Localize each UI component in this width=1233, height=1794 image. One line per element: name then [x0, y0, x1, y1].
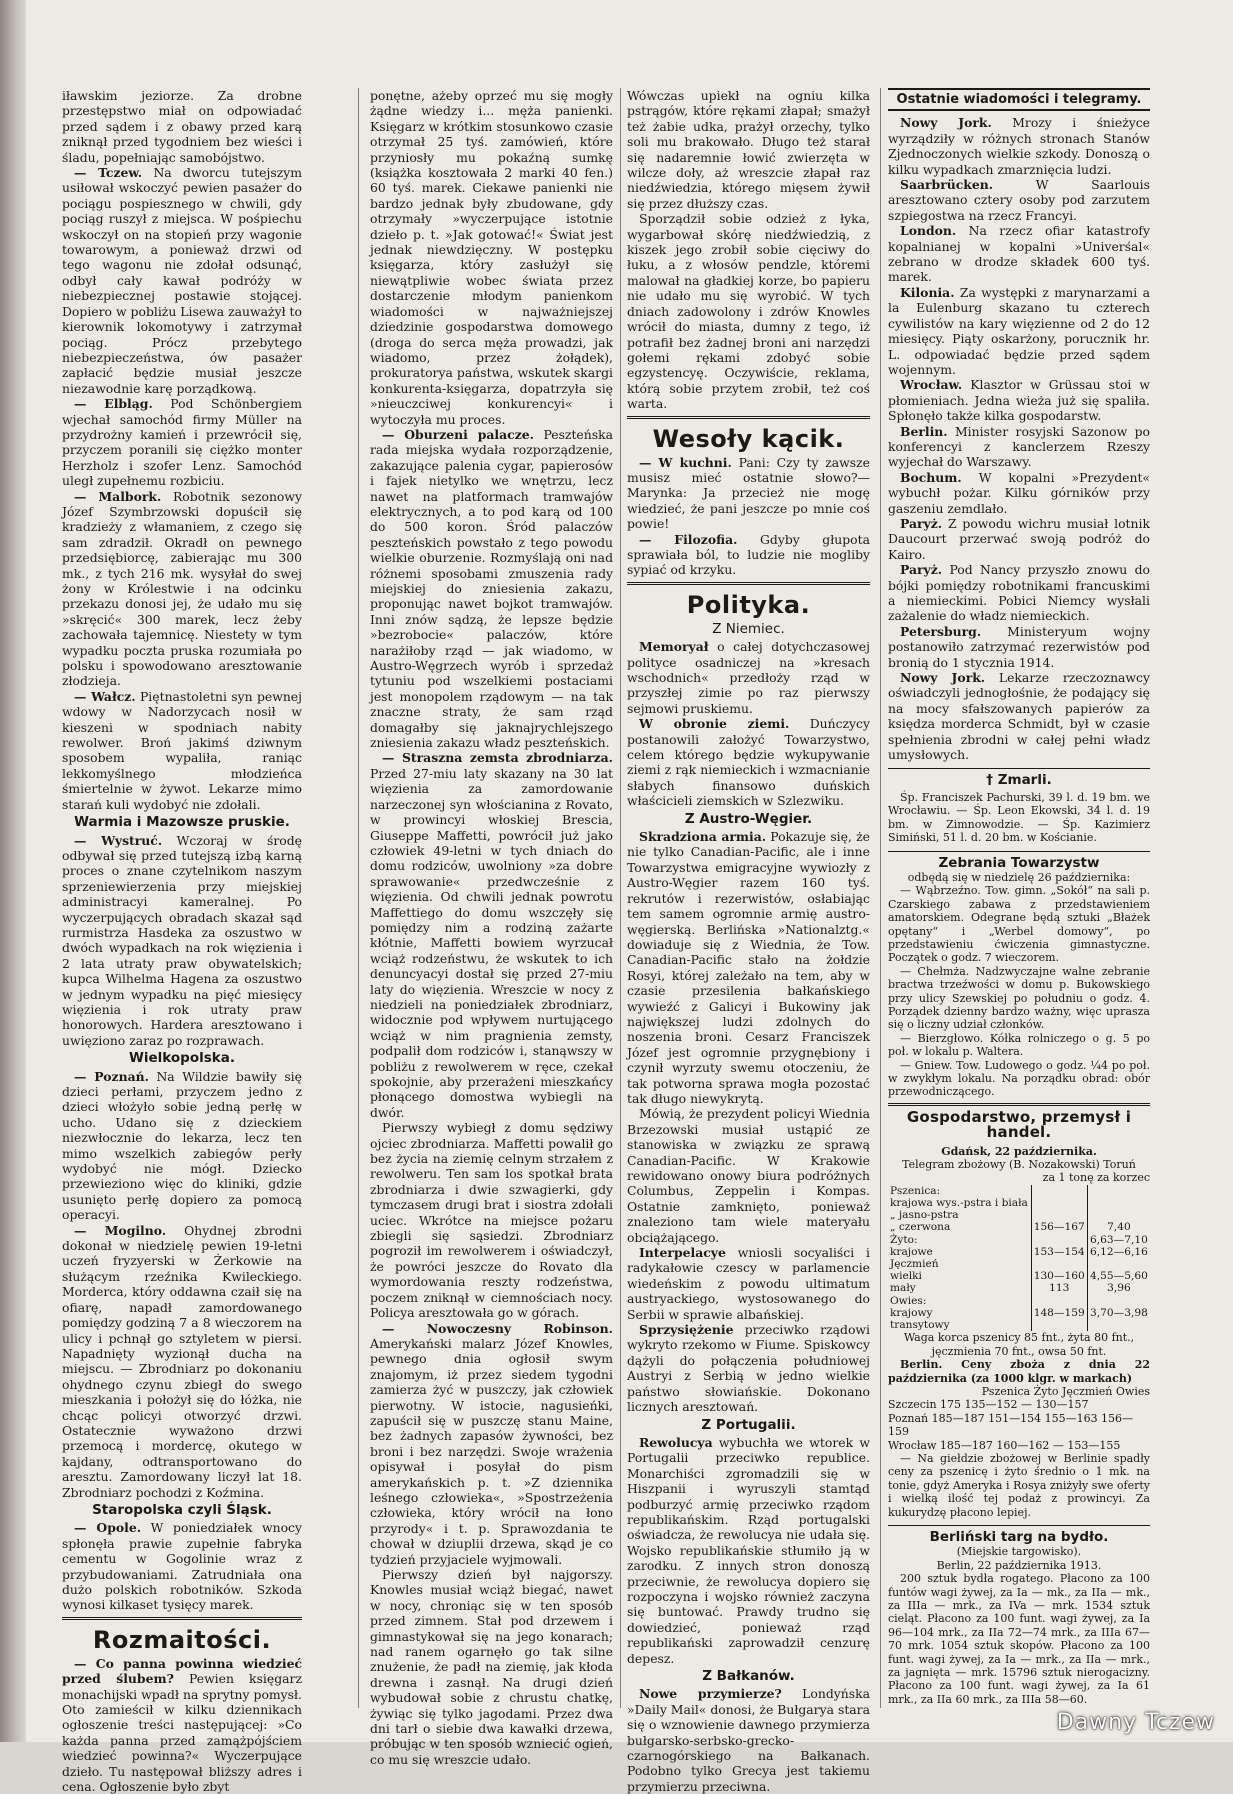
telegram-text: Z powodu wichru musiał lotnik Daucourt przerwać swoją podróż do Kairo.	[888, 515, 1150, 562]
article-text: ponętne, ażeby oprzeć mu się mogły żądne wiedzy i... męża panienki. Księgarz w krótkim stosunkowo czasie otrzymał 25 tyś. zamówień, które przyniosły mu pokaźną sumkę (książka kosztowała 2 marki 40 fen.) 60 tyś. marek. Ciekawe panienki nie bardzo jednak były zbudowane, gdy otrzymały »wyczerpujące istotnie dzieło p. t. »Jak gotować!« Świat jest jednak niewdzięczny. W postępku księgarza, który zasłużył się niewątpliwie wobec świata przez dostarczenie młodym panienkom wiadomości w najważniejszej dziedzinie gospodarstwa domowego (droga do serca męża prowadzi, jak wiadomo, przez żołądek), prokuratorya państwa, wskutek skargi konkurenta-księgarza, dopatrzyła się »nieuczciwej konkurencyi« i wytoczyła mu proces.	[370, 88, 613, 427]
section-title-zmarli: † Zmarli.	[986, 772, 1052, 789]
telegram-city: Nowy Jork.	[900, 670, 986, 686]
telegram-text: Pod Nancy przyszło znowu do bójki pomiędzy robotnikami francuskimi a niemieckimi. Pobici Niemcy wysłali zażalenie do władz niemieckich.	[888, 562, 1150, 624]
telegram-item	[888, 115, 1150, 177]
section-heading: Wielkopolska.	[128, 1050, 235, 1067]
section-heading: Staropolska czyli Śląsk.	[92, 1501, 272, 1518]
column-divider	[620, 88, 621, 1708]
article-memoryal	[627, 639, 870, 716]
zebrania-subtitle: odbędą się w niedzielę 26 października:	[907, 870, 1131, 884]
telegram-city: Saarbrücken.	[900, 177, 994, 193]
article-poznan	[62, 1069, 302, 1223]
table-row	[888, 1270, 1150, 1282]
section-heading: Warmia i Mazowsze pruskie.	[74, 814, 290, 831]
column-2	[370, 88, 613, 1767]
table-row	[888, 1221, 1150, 1233]
article-lead: — W kuchni.	[639, 454, 732, 470]
telegram-item	[888, 470, 1150, 516]
telegram-city: Paryż.	[900, 515, 943, 531]
grain-label: Żyto:	[890, 1233, 918, 1246]
table-row	[888, 1258, 1150, 1270]
article-przymierze	[627, 1686, 870, 1794]
article-text: Pod Schönbergiem wjechał samochód firmy Müller na przydrożny kamień i przewrócił się, przyczem poranili się ciężko monter Herzholz i szofer Lenz. Samochód uległ zupełnemu rozbiciu.	[62, 396, 302, 489]
section-rule	[888, 1525, 1150, 1526]
grain-column-headers: za 1 tonę za korzec	[1042, 1171, 1150, 1185]
meeting-item: — Gniew. Tow. Ludowego o godz. ¼4 po poł. w zwykłym lokalu. Na porządku obrad: obór przewodniczącego.	[888, 1058, 1150, 1099]
section-title-rozmaitosci: Rozmaitości.	[92, 1625, 272, 1654]
telegram-city: Berlin.	[900, 423, 948, 439]
article-lead: — Poznań.	[74, 1068, 149, 1084]
meeting-item: — Wąbrzeźno. Tow. gimn. „Sokół“ na sali p. Czarskiego zabawa z przedstawieniem amatorskiem. Odegrane będą sztuki „Błażek opętany“ i „Werbel domowy“, po przedstawieniu ćwiczenia gimnastyczne. Początek o godz. 7 wieczorem.	[888, 884, 1150, 965]
article-lead: W obronie ziemi.	[639, 716, 790, 732]
telegram-text: W kopalni »Prezydent« wybuchł pożar. Kilku górników przy gaszeniu zemdlało.	[888, 469, 1150, 516]
telegram-item	[888, 516, 1150, 562]
article-walcz	[62, 689, 302, 812]
section-rule	[627, 416, 870, 419]
column-3	[627, 88, 870, 1794]
price-per-korzec	[1087, 1319, 1150, 1331]
section-rule	[888, 851, 1150, 852]
section-rule	[888, 768, 1150, 769]
telegram-city: Kilonia.	[900, 284, 955, 300]
table-row	[888, 1319, 1150, 1331]
price-per-ton: 156—167	[1031, 1221, 1087, 1233]
telegram-city: Wrocław.	[900, 377, 963, 393]
article-lead: — Opole.	[74, 1520, 142, 1536]
grain-label: mały	[890, 1282, 916, 1295]
article-text: Mówią, że prezydent policyi Wiednia Brzezowski musiał ustąpić ze stanowiska w związku ze sprawą Canadian-Pacific. W Krakowie rewidowano onowy biura podróżnych Columbus, Zeppelin i Kompas. Ostatnie zamknięto, ponieważ znaleziono tam wiele materyału obciążającego.	[627, 1106, 870, 1245]
article-lead: Skradziona armia.	[639, 829, 767, 845]
section-rule	[62, 1617, 302, 1620]
section-rule	[627, 582, 870, 585]
section-title-zebrania: Zebrania Towarzystw	[938, 854, 1100, 871]
grain-label: krajowe	[890, 1245, 933, 1258]
grain-label: Pszenica:	[890, 1184, 941, 1197]
article-text: Piętnastoletni syn pewnej wdowy w Nadorzycach nosił w kieszeni w spodniach nabity rewolwer. Broń jakimś dziwnym sposobem wypaliła, raniąc lekkomyślnego młodzieńca śmiertelnie w żywot. Lekarze mimo starań kuli wydobyć nie zdołali.	[62, 688, 302, 812]
price-per-korzec: 6,12—6,16	[1087, 1246, 1150, 1258]
section-title-targ: Berliński targ na bydło.	[929, 1528, 1109, 1545]
telegram-text: Lekarze rzeczoznawcy oświadczyli jednogłośnie, że podający się na mocy sfałszowanych papierów za księdza morderca Schmidt, był w czasie spełnienia zbrodni w całej pełni władz umysłowych.	[888, 670, 1150, 763]
telegram-text: W Saarlouis aresztowano cztery osoby pod zarzutem szpiegostwa na rzecz Francyi.	[888, 177, 1150, 223]
price-per-ton: 130—160	[1031, 1270, 1087, 1282]
market-subheading: Telegram zbożowy (B. Nozakowski) Toruń	[902, 1158, 1136, 1172]
berlin-price-row: Wrocław 185—187 160—162 — 153—155	[888, 1438, 1121, 1452]
telegram-city: Nowy Jork.	[900, 115, 992, 131]
price-per-korzec	[1087, 1185, 1150, 1197]
article-text: Duńczycy postanowili założyć Towarzystwo, celem którego będzie wykupywanie ziemi z rąk niemieckich i wzmacnianie słabych finansowo duńskich właścicieli ziemskich w Szlezwiku.	[627, 716, 870, 809]
price-per-korzec	[1087, 1258, 1150, 1270]
grain-label: „ jasno-pstra	[890, 1209, 959, 1222]
targ-date: Berlin, 22 października 1913.	[936, 1558, 1102, 1572]
table-row	[888, 1307, 1150, 1319]
article-text: Londyńska »Daily Mail« donosi, że Bułgarya stara się o wznowienie dawnego przymierza bułgarsko-serbsko-grecko-czarnogórskiego na Bałkanach. Podobno tylko Grecya jest takiemu przymierzu przeciwna.	[627, 1686, 870, 1794]
article-lead: — Co panna powinna wiedzieć przed ślubem?	[62, 1655, 302, 1687]
article-interpelacye	[627, 1245, 870, 1322]
watermark-text: Dawny Tczew	[1056, 1710, 1215, 1735]
article-sprzysiezenie	[627, 1322, 870, 1414]
price-per-korzec: 7,40	[1087, 1221, 1150, 1233]
article-elblag	[62, 396, 302, 488]
article-mogilno	[62, 1223, 302, 1500]
article-lead: — Tczew.	[74, 165, 143, 181]
section-title-gospodarstwo: Gospodarstwo, przemysł i handel.	[906, 1107, 1132, 1142]
table-row	[888, 1295, 1150, 1307]
price-per-ton	[1031, 1185, 1087, 1197]
grain-price-table	[888, 1185, 1150, 1331]
telegram-item	[888, 285, 1150, 377]
section-rule	[888, 1103, 1150, 1106]
telegram-item	[888, 223, 1150, 285]
article-text: Pierwszy wybiegł z domu sędziwy ojciec zbrodniarza. Maffetti powalił go bez życia na ziemię celnym strzałem z rewolweru. Ten sam los spotkał brata zbrodniarza i dwie szwagierki, gdy tymczasem drugi brat i siostra zdołali uciec. Wkrótce na miejsce pożaru zbiegli się sąsiedzi. Zbrodniarz pogroził im rewolwerem i oświadczył, że powróci jeszcze do Rovato dla wymordowania reszty rodzeństwa, poczem zniknął w ciemnościach nocy. Policya aresztowała go w górach.	[370, 1120, 613, 1321]
price-per-ton	[1031, 1234, 1087, 1246]
targ-subtitle: (Miejskie targowisko).	[956, 1545, 1082, 1559]
article-text: Robotnik sezonowy Józef Szymbrzowski dopuścił się kradzieży z włamaniem, z czego się sam zdradził. Okradł on pewnego przedsiębiorcę, zabierając mu 300 mk., z tych 216 mk. wysyłał do swej żony w Królestwie i na odcinku przekazu donosi jej, że udało mu się »skręcić« 300 marek, lecz żeby zachowała tajemnicę. Niestety w tym wypadku poczta pruska rozumiała po polsku i spowodowano aresztowanie złodzieja.	[62, 488, 302, 689]
telegram-text: Mrozy i śnieżyce wyrządziły w różnych stronach Stanów Zjednoczonych wielkie szkody. Donoszą o kilku wypadkach zmarznięcia ludzi.	[888, 115, 1150, 177]
column-1	[62, 88, 302, 1794]
article-lead: Nowe przymierze?	[639, 1686, 782, 1702]
telegram-text: Minister rosyjski Sazonow po konferencyi z kanclerzem Rzeszy wyjechał do Warszawy.	[888, 423, 1150, 470]
section-title-polityka: Polityka.	[686, 590, 811, 619]
article-text: Peszteńska rada miejska wydała rozporządzenie, zakazujące palenia cygar, papierosów i fajek nietylko we wnętrzu, lecz nawet na platformach tramwajów elektrycznych, a to pod karą od 100 do 500 koron. Śród palaczów peszteńskich powstało z tego powodu wielkie oburzenie. Rozmyślają oni nad różnemi sposobami zmuszenia rady miejskiej do zniesienia zakazu, proponując nawet bojkot tramwajów. Inni znów sądzą, że lepsze będzie »bezrobocie« palaczów, które narażiłoby rząd — jak wiadomo, w Austro-Węgrzech wyrób i sprzedaż tytuniu pod wszelkiemi postaciami jest monopolem rządowym — na tak znaczne straty, że sam rząd domagałby się jaknajrychlejszego zniesienia zakazu władz peszteńskich.	[370, 426, 613, 751]
telegram-city: Paryż.	[900, 562, 943, 578]
article-text: Przed 27-miu laty skazany na 30 lat więzienia za zamordowanie narzeczonej syn włościanina z Rovato, w prowincyi włoskiej Brescia, Giuseppe Maffetti, powrócił już jako człowiek 49-letni w tych dniach do domu rodziców, uwolniony »za dobre sprawowanie« przedwcześnie z więzienia. Od chwili jednak powrotu Maffettiego do domu wszczęły się pomiędzy nim a rodziną zażarte kłótnie, Maffetti bowiem wyrzucał wciąż rodzeństwu, że wskutek to ich denuncyacyi dostał się przed 27-miu laty do więzienia. Wreszcie w nocy z niedzieli na poniedziałek zbrodniarz, widocznie pod wpływem nurtującego wciąż w nim pragnienia zemsty, podpalił dom rodziców i, stanąwszy w pobliżu z rewolwerem w ręce, czekał spokojnie, aby przerażeni mieszkańcy płonącego domostwa wybiegli na dwór.	[370, 765, 613, 1120]
price-per-ton	[1031, 1295, 1087, 1307]
telegram-text: Za występki z marynarzami a la Eulenburg skazano tu czterech cywilistów na kary więzienne od 2 do 12 miesięcy. Piąty oskarżony, porucznik hr. L. odpowiadać będzie przed sądem wojennym.	[888, 284, 1150, 377]
telegram-item	[888, 377, 1150, 423]
article-text: Sporządził sobie odzież z łyka, wygarbował skórę niedźwiedzią, z kiszek jego zrobił sobie cięciwy do łuku, a z włosów pendzle, któremi malował na gładkiej korze, bo papieru nie udało mu się wyrobić. W tych dniach zadowolony i zdrów Knowles wrócił do miasta, dumny z tego, iż potrafił bez żadnej broni ani narzędzi gołemi rękami zdobyć sobie egzystencyę. Oczywiście, reklama, którą sobie przytem zrobił, też coś warta.	[627, 211, 870, 412]
article-lead: — Wystruć.	[74, 832, 163, 848]
article-text: o całej dotychczasowej polityce osadniczej na »kresach wschodnich« przedłoży rząd w przyszłej zimie po raz pierwszy sejmowi pruskiemu.	[627, 639, 870, 716]
grain-label: krajowy	[890, 1306, 933, 1319]
article-text: Pokazuje się, że nie tylko Canadian-Pacific, ale i inne Towarzystwa emigracyjne wywiozły z Austro-Węgier razem 160 tyś. rekrutów i rezerwistów, osłabiając tem samem ogromnie armię austro-węgierską. Berlińska »Nationalztg.« dowiaduje się z Wiednia, że Tow. Canadian-Pacific stało na żołdzie Rosyi, której zależało na tem, aby w czasie przesilenia bałkańskiego wywieźć z Galicyi i Bukowiny jak największej ludzi zdolnych do noszenia broni. Cesarz Franciszek Józef jest ogromnie przygnębiony i czynił wyrzuty swemu otoczeniu, że tak potworna sprawa mogła pozostać tak długo niewykrytą.	[627, 829, 870, 1106]
article-lead: — Oburzeni palacze.	[382, 426, 534, 442]
article-malbork	[62, 489, 302, 689]
price-per-ton	[1031, 1209, 1087, 1221]
article-opole	[62, 1520, 302, 1612]
obituary-text: Śp. Franciszek Pachurski, 39 l. d. 19 bm. we Wrocławiu. — Śp. Leon Ekowski, 34 l. d. 19 bm. w Zimnowodzie. — Śp. Kazimierz Simiński, 51 l. d. 20 bm. w Kościanie.	[888, 790, 1150, 845]
column-4	[888, 88, 1150, 1708]
price-per-korzec: 3,96	[1087, 1282, 1150, 1294]
article-lead: — Mogilno.	[74, 1222, 167, 1238]
article-text: Wczoraj w środę odbywał się przed tutejszą izbą karną proces o znane czytelnikom naszym sprzeniewierzenia przy miejskiej administracyi kameralnej. Po wyczerpujących obradach skazał sąd rurmistrza Hasdeka za oszustwo w dwóch wypadkach na rok więzienia i 2 lata utraty praw obywatelskich; kupca Wilhelma Hagena za oszustwo w jednym wypadku na pięć miesięcy więzienia i rok utraty praw honorowych. Hardera aresztowano i uwięziono zaraz po rozprawach.	[62, 832, 302, 1048]
article-wystruc	[62, 833, 302, 1049]
table-row	[888, 1246, 1150, 1258]
grain-label: krajowa wys.-pstra i biała	[890, 1197, 1028, 1210]
article-lead: Interpelacye	[639, 1245, 726, 1261]
article-text: Amerykański malarz Józef Knowles, pewnego dnia ogłosił swym znajomym, iż przez siedem tygodni zamierza żyć w puszczy, jak człowiek pierwotny. W istocie, nagusieńki, zapuścił się w puszczę stanu Maine, bez żadnych zapasów żywności, bez broni i bez narzędzi. Swoje wrażenia opisywał i posyłał do pism amerykańskich p. t. »Z dziennika leśnego człowieka«, »Spostrzeżenia człowieka, który wrócił na łono przyrody« i t. p. Sprawozdania te chował w dziuplii drzewa, skąd je co tydzień przyjaciele wyjmowali.	[370, 1335, 613, 1567]
telegram-item	[888, 670, 1150, 762]
table-row	[888, 1197, 1150, 1209]
article-text: iławskim jeziorze. Za drobne przestępstwo miał on odpowiadać przed sądem i z obawy przed karą zniknął przed tygodniem bez wieści i śladu, popełniając samobójstwo.	[62, 88, 302, 165]
price-per-korzec: 6,63—7,10	[1087, 1234, 1150, 1246]
berlin-prices-heading: Berlin. Ceny zboża z dnia 22 października (za 1000 klgr. w markach)	[888, 1358, 1150, 1385]
price-per-korzec	[1087, 1197, 1150, 1209]
table-row	[888, 1234, 1150, 1246]
article-lead: — Straszna zemsta zbrodniarza.	[382, 750, 613, 766]
joke-kuchni	[627, 455, 870, 532]
price-per-korzec	[1087, 1209, 1150, 1221]
article-obronie	[627, 716, 870, 808]
grain-label: transytowy	[890, 1319, 950, 1332]
article-lead: — Malbork.	[74, 488, 162, 504]
berlin-column-headers: Pszenica Żyto Jęczmień Owies	[981, 1384, 1150, 1398]
article-armia	[627, 829, 870, 1106]
price-per-korzec	[1087, 1295, 1150, 1307]
price-per-ton	[1031, 1258, 1087, 1270]
section-heading: Z Bałkanów.	[702, 1668, 795, 1684]
article-text: Gdyby głupota sprawiała ból, to ludzie nie mogliby sypiać od krzyku.	[627, 531, 870, 578]
article-text: Ohydnej zbrodni dokonał w niedzielę pewien 19-letni uczeń fryzyerski w Żerkowie na służącym rzeźnika Kwileckiego. Morderca, który oddawna czaił się na ofiarę, napadł zamordowanego pomiędzy godziną 7 a 8 wieczorem na ulicy i pchnął go sztyletem w piersi. Napadnięty wyzionął ducha na miejscu. — Zbrodniarz po dokonaniu ohydnego czynu zbiegł do swego mieszkania i położył się do łóżka, nie chcąc policyi otworzyć drzwi. Ostatecznie wyważono drzwi przemocą i mordercę, okutego w kajdany, odtransportowano do aresztu. Zamordowany liczył lat 18. Zbrodniarz pochodzi z Koźmina.	[62, 1222, 302, 1500]
section-heading: Z Austro-Węgier.	[684, 810, 813, 827]
telegram-city: Bochum.	[900, 469, 962, 485]
article-tczew	[62, 165, 302, 396]
article-lead: Memoryał	[639, 639, 709, 655]
meeting-item: — Bierzgłowo. Kółka rolniczego o g. 5 po poł. w lokalu p. Waltera.	[888, 1031, 1150, 1059]
telegram-item	[888, 562, 1150, 624]
berlin-price-row: Szczecin 175 135—152 — 130—157	[888, 1398, 1089, 1412]
price-per-korzec: 4,55—5,60	[1087, 1270, 1150, 1282]
market-heading: Gdańsk, 22 października.	[941, 1144, 1097, 1158]
article-lead: — Filozofia.	[639, 531, 738, 547]
article-text: Pani: Czy ty zawsze musisz mieć ostatnie słowo?— Marynka: Ja przecież nie mogę wiedzieć, że pani jeszcze po mnie coś powie!	[627, 454, 870, 532]
price-per-ton: 113	[1031, 1282, 1087, 1294]
article-lead: — Wałcz.	[74, 688, 136, 704]
article-text: wniosli socyaliści i radykałowie czescy w parlamencie wiedeńskim z powodu ultimatum austryackiego, wystosowanego do Serbii w sprawie albańskiej.	[627, 1245, 870, 1322]
article-text: W poniedziałek wnocy spłonęła prawie zupełnie fabryka cementu w Gogolinie wraz z przybudowaniami. Zatrudniała ona dużo polskich robotników. Szkoda wynosi kilkaset tysięcy marek.	[62, 1520, 302, 1613]
market-note: Waga korca pszenicy 85 fnt., żyta 80 fnt., jęczmienia 70 fnt., owsa 50 fnt.	[903, 1331, 1135, 1358]
telegram-item	[888, 624, 1150, 670]
article-panna	[62, 1656, 302, 1794]
section-heading: Z Niemiec.	[712, 620, 785, 637]
article-text: wybuchła we wtorek w Portugalii przeciwko republice. Monarchiści zgromadzili się w Hiszpanii i wyruszyli stamtąd podburzyć armię przeciwko rządom republikańskim. Rząd portugalski oświadcza, że rewolucya nie udała się. Wojsko republikańskie stłumiło ją w zarodku. Z innych stron donoszą przeciwnie, że rewolucya dopiero się rozpoczyna i wojsko również zaczyna się buntować. Prawdy trudno się dowiedzieć, ponieważ rząd republikański zaprowadził cenzurę depesz.	[627, 1434, 870, 1666]
telegram-text: Klasztor w Grüssau stoi w płomieniach. Jedna wieża już się spaliła. Spłonęło także kilka gospodarstw.	[888, 377, 1150, 424]
telegram-text: Ministeryum wojny postanowiło zatrzymać rezerwistów pod bronią do 1 stycznia 1914.	[888, 623, 1150, 670]
table-row	[888, 1209, 1150, 1221]
article-palacze	[370, 427, 613, 751]
berlin-price-row: Poznań 185—187 151—154 155—163 156—159	[888, 1411, 1134, 1439]
joke-filozofia	[627, 532, 870, 578]
article-zemsta	[370, 750, 613, 1120]
telegram-text: Na rzecz ofiar katastrofy kopalnianej w kopalni »Univerśal« zebrano w drodze składek 600 tyś. marek.	[888, 223, 1150, 285]
table-row	[888, 1282, 1150, 1294]
meeting-item: — Chełmża. Nadzwyczajne walne zebranie bractwa trzeźwości w domu p. Bukowskiego przy ulicy Szewskiej po południu o godz. 4. Porządek dzienny bardzo ważny, więc uprasza się o liczny udział członków.	[888, 964, 1150, 1032]
section-heading: Z Portugalii.	[701, 1416, 796, 1433]
page-binding-shadow	[0, 0, 26, 1742]
telegram-city: London.	[900, 223, 957, 239]
article-robinson	[370, 1321, 613, 1568]
gielda-text: — Na giełdzie zbożowej w Berlinie spadły ceny za pszenicę i żyto średnio o 1 mk. na tonie, gdyż Ameryka i Rosya zniżyły swe oferty i wielką ilość tej podaż z prowincyi. Za kukurydzę płacono lepiej.	[888, 1451, 1150, 1519]
price-per-ton	[1031, 1319, 1087, 1331]
grain-label: Owies:	[890, 1294, 927, 1307]
price-per-korzec: 3,70—3,98	[1087, 1307, 1150, 1319]
article-lead: Sprzysiężenie	[639, 1322, 734, 1338]
column-divider	[358, 88, 359, 1708]
article-lead: — Elbląg.	[74, 396, 153, 412]
article-text: Na Wildzie bawiły się dzieci perłami, przyczem jedno z dzieci włożyło sobie jedną perłę w ucho. Udano się z dzieckiem niezwłocznie do lekarza, lecz ten mimo wszelkich zabiegów perły wydobyć nie mógł. Dziecko przewieziono więc do kliniki, gdzie usunięto perłę dopiero za pomocą operacyi.	[62, 1068, 302, 1223]
article-lead: — Nowoczesny Robinson.	[382, 1320, 613, 1336]
telegram-item	[888, 424, 1150, 470]
section-title-wesoly-kacik: Wesoły kącik.	[652, 424, 845, 453]
article-text: Na dworcu tutejszym usiłował wskoczyć pewien pasażer do pociągu pospiesznego w chwili, gdy pociąg ruszył z miejsca. W pośpiechu wskoczył on na stopień przy wagonie towarowym, a ponieważ drzwi od tego wagonu nie zdołał odsunąć, odbył cały kawał podróży w niebezpiecznej postawie stojącej. Dopiero w pobliżu Lisewa zauważył to kierownik lokomotywy i zatrzymał pociąg. Prócz przebytego niebezpieczeństwa, ów pasażer zapłacić będzie musiał jeszcze niezawodnie karę porządkową.	[62, 165, 302, 396]
price-per-ton: 153—154	[1031, 1246, 1087, 1258]
column-divider	[880, 88, 881, 1708]
article-text: przeciwko rządowi wykryto rzekomo w Fiume. Spiskowcy dążyli do połączenia południowej Austryi z Serbią w jedno wielkie państwo słowiańskie. Dokonano licznych aresztowań.	[627, 1322, 870, 1415]
price-per-ton	[1031, 1197, 1087, 1209]
section-title-telegramy: Ostatnie wiadomości i telegramy.	[888, 88, 1150, 111]
article-text: Wówczas upiekł na ogniu kilka pstrągów, które rękami złapał; smażył też żabie udka, prażył orzechy, tylko soli mu brakowało. Długo też starał się nadaremnie łowić zwierzęta w wilcze doły, aż wreszcie złapał raz niedźwiedzia, którego mięsem żywił się przez dłuższy czas.	[627, 88, 870, 211]
table-row	[888, 1185, 1150, 1197]
telegram-item	[888, 177, 1150, 223]
article-rewolucya	[627, 1435, 870, 1666]
telegram-city: Petersburg.	[900, 623, 982, 639]
article-text: Pewien księgarz monachijski wpadł na sprytny pomysł. Oto zamieścił w kilku dziennikach ogłoszenie treści następującej: »Co każda panna przed zamążpójściem wiedzieć powinna?« Wyczerpujące dzieło. Tu następował bliższy adres i cena. Ogłoszenie było zbyt	[62, 1671, 302, 1794]
grain-label: „ czerwona	[890, 1221, 951, 1234]
grain-label: Jęczmień	[890, 1258, 939, 1271]
price-per-ton: 148—159	[1031, 1307, 1087, 1319]
article-lead: Rewolucya	[639, 1434, 713, 1450]
targ-text: 200 sztuk bydła rogatego. Płacono za 100 funtów wagi żywej, za Ia — mk., za IIa — mk., za IIIa — mrk., za IVa — mrk. 1534 sztuk cieląt. Płacono za 100 funt. wagi żywej, za Ia 96—104 mrk., za IIa 72—74 mrk., za IIIa 67—70 mrk. 1054 sztuk skopów. Płacono za 100 funt. wagi żywej, za Ia — mrk., za IIa — mrk., za jagnięta — mrk. 15796 sztuk nierogacizny. Płacono za 100 funt. wagi żywej, za Ia 61 mrk., za IIa 60 mrk., za IIIa 58—60.	[888, 1572, 1150, 1706]
article-text: Pierwszy dzień był najgorszy. Knowles musiał wciąż biegać, nawet w nocy, chroniąc się w ten sposób przed zimnem. Stał pod drzewem i gimnastykował się na jego konarach; nad ranem ogarnęło go tak silne znużenie, że padł na ziemię, jak kłoda drewna i zasnął. Na drugi dzień wybudował sobie z chrustu chatkę, żywiąc się tylko jagodami. Przez dwa dni tarł o siebie dwa kawałki drzewa, próbując w ten sposób wzniecić ogień, co mu się wreszcie udało.	[370, 1567, 613, 1767]
grain-label: wielki	[890, 1270, 922, 1283]
